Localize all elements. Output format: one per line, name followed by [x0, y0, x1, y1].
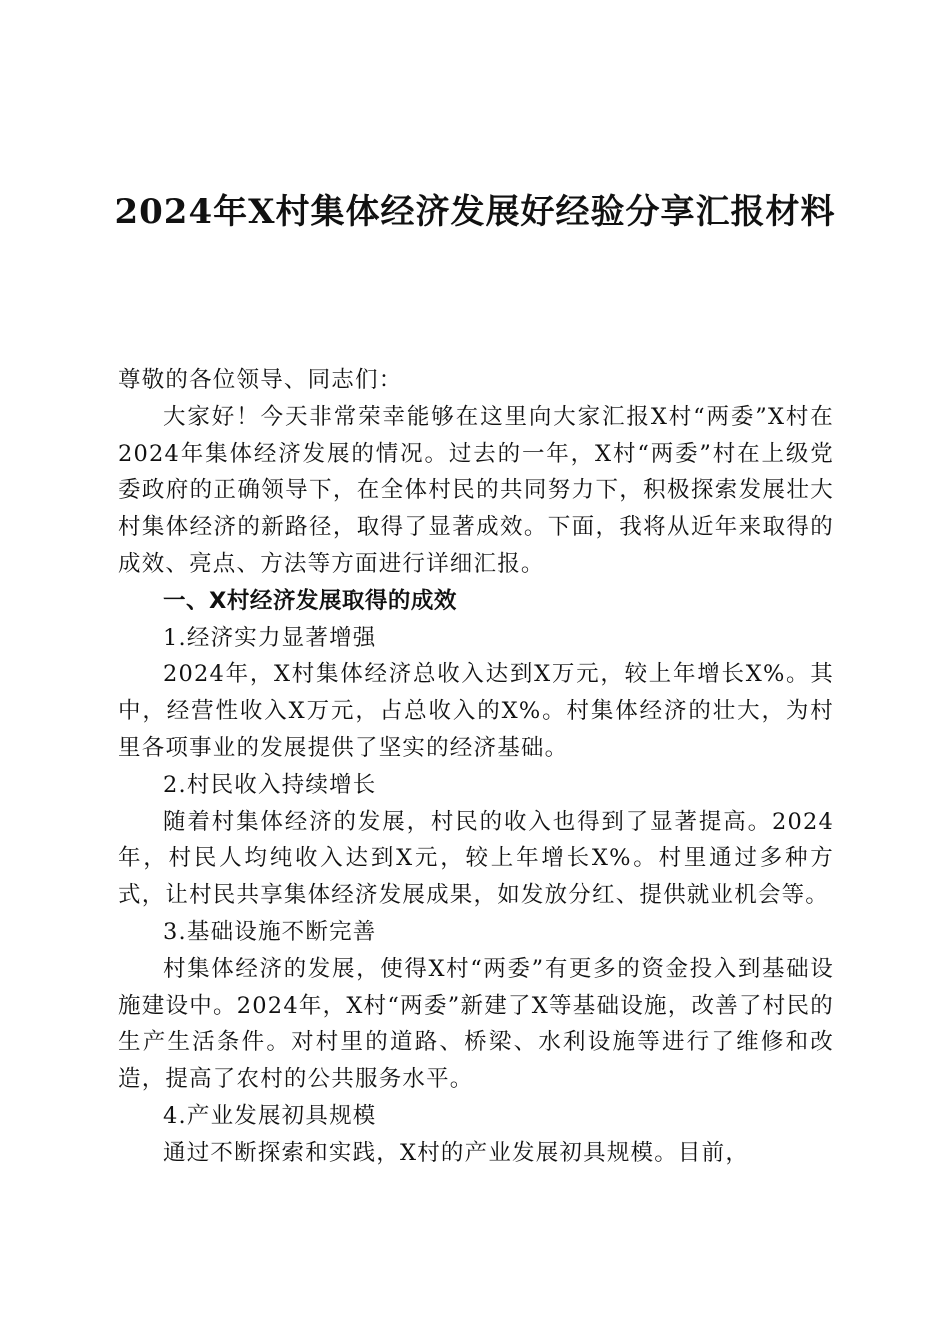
document-title: 2024年X村集体经济发展好经验分享汇报材料: [114, 192, 836, 232]
subsection-paragraph-2: 随着村集体经济的发展，村民的收入也得到了显著提高。2024年，村民人均纯收入达到X元，较上年增长X%。村里通过多种方式，让村民共享集体经济发展成果，如发放分红、提供就业机会等。: [118, 808, 834, 909]
subsection-heading-4: 4.产业发展初具规模: [163, 1102, 377, 1129]
section-heading-1: 一、X村经济发展取得的成效: [163, 587, 457, 614]
subsection-heading-2: 2.村民收入持续增长: [163, 771, 377, 798]
subsection-heading-1: 1.经济实力显著增强: [163, 624, 377, 651]
subsection-paragraph-1: 2024年，X村集体经济总收入达到X万元，较上年增长X%。其中，经营性收入X万元，占总收入的X%。村集体经济的壮大，为村里各项事业的发展提供了坚实的经济基础。: [118, 661, 834, 761]
intro-paragraph: 大家好！今天非常荣幸能够在这里向大家汇报X村“两委”X村在2024年集体经济发展的情况。过去的一年，X村“两委”村在上级党委政府的正确领导下，在全体村民的共同努力下，积极探索发展壮大村集体经济的新路径，取得了显著成效。下面，我将从近年来取得的成效、亮点、方法等方面进行详细汇报。: [118, 403, 834, 577]
subsection-heading-3: 3.基础设施不断完善: [163, 918, 377, 945]
subsection-paragraph-3: 村集体经济的发展，使得X村“两委”有更多的资金投入到基础设施建设中。2024年，X村“两委”新建了X等基础设施，改善了村民的生产生活条件。对村里的道路、桥梁、水利设施等进行了维修和改造，提高了农村的公共服务水平。: [118, 955, 834, 1093]
subsection-paragraph-4: 通过不断探索和实践，X村的产业发展初具规模。目前，: [163, 1139, 750, 1166]
salutation: 尊敬的各位领导、同志们：: [118, 367, 403, 393]
document-body: [118, 362, 834, 1172]
